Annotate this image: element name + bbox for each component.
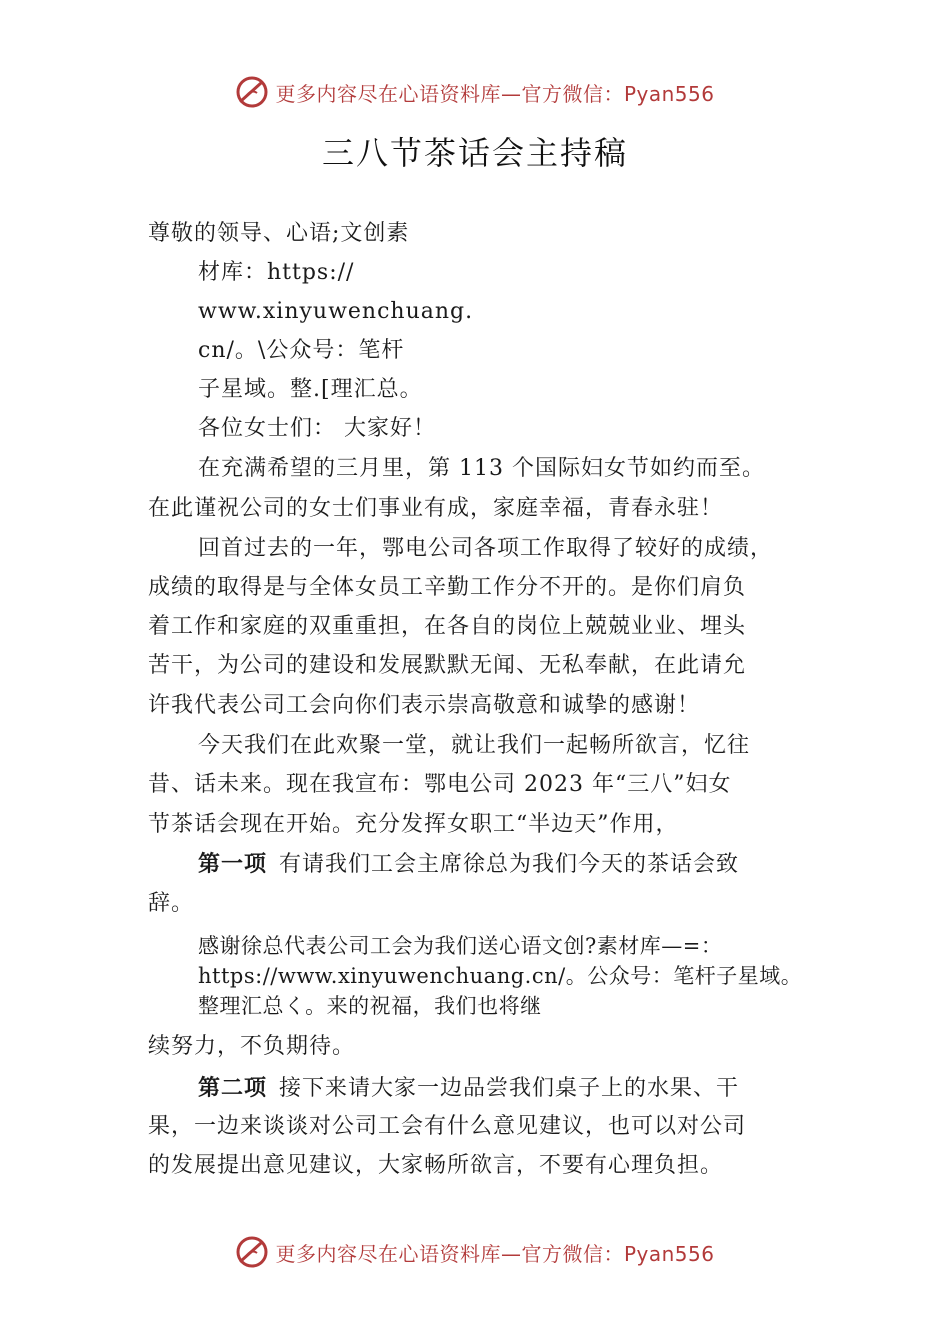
body-line: 许我代表公司工会向你们表示崇高敬意和诚挚的感谢！ — [148, 693, 701, 718]
footer-banner — [0, 1232, 950, 1272]
item-two-label: 第二项 — [198, 1075, 268, 1101]
item-one-text: 有请我们工会主席徐总为我们今天的茶话会致 — [279, 852, 740, 877]
body-line: 在此谨祝公司的女士们事业有成，家庭幸福，青春永驻！ — [148, 496, 724, 521]
body-line: 节茶话会现在开始。充分发挥女职工“半边天”作用， — [148, 812, 679, 837]
item-two-line — [198, 1073, 739, 1104]
url-line: https://www.xinyuwenchuang.cn/。公众号：笔杆子星域。 — [198, 964, 803, 988]
body-line: 续努力，不负期待。 — [148, 1034, 356, 1059]
body-line: 成绩的取得是与全体女员工辛勤工作分不开的。是你们肩负 — [148, 575, 747, 600]
banner-text: 更多内容尽在心语资料库—官方微信：Pyan556 — [275, 1241, 715, 1266]
body-line: 感谢徐总代表公司工会为我们送心语文创?素材库—=： — [198, 934, 723, 958]
body-line: 材库：https:// — [198, 260, 355, 285]
item-one-label: 第一项 — [198, 851, 268, 877]
body-line: 的发展提出意见建议，大家畅所欲言，不要有心理负担。 — [148, 1153, 724, 1178]
body-line: 苦干，为公司的建设和发展默默无闻、无私奉献，在此请允 — [148, 653, 747, 678]
body-line: 回首过去的一年，鄂电公司各项工作取得了较好的成绩， — [198, 536, 774, 561]
body-line: cn/。\公众号：笔杆 — [198, 338, 405, 363]
body-line: 今天我们在此欢聚一堂，就让我们一起畅所欲言，忆往 — [198, 733, 751, 758]
body-line: 昔、话未来。现在我宣布：鄂电公司 2023 年“三八”妇女 — [148, 772, 732, 797]
item-two-text: 接下来请大家一边品尝我们桌子上的水果、干 — [279, 1076, 740, 1101]
banner-text: 更多内容尽在心语资料库—官方微信：Pyan556 — [275, 81, 715, 106]
greeting-line: 各位女士们： 大家好！ — [198, 416, 436, 441]
body-line: 着工作和家庭的双重重担，在各自的岗位上兢兢业业、埋头 — [148, 614, 747, 639]
document-title: 三八节茶话会主持稿 — [321, 134, 628, 172]
brush-logo-icon — [235, 75, 269, 109]
body-line: 整理汇总く。来的祝福，我们也将继 — [198, 994, 542, 1018]
body-line: 在充满希望的三月里，第 113 个国际妇女节如约而至。 — [198, 456, 765, 481]
body-line: www.xinyuwenchuang. — [198, 299, 474, 324]
brush-logo-icon — [235, 1235, 269, 1269]
header-banner — [0, 72, 950, 112]
item-one-line — [198, 849, 739, 880]
body-line: 辞。 — [148, 891, 195, 916]
body-line: 果，一边来谈谈对公司工会有什么意见建议，也可以对公司 — [148, 1114, 747, 1139]
body-line: 子星域。整.[理汇总。 — [198, 377, 423, 402]
body-line: 尊敬的领导、心语;文创素 — [148, 221, 410, 246]
